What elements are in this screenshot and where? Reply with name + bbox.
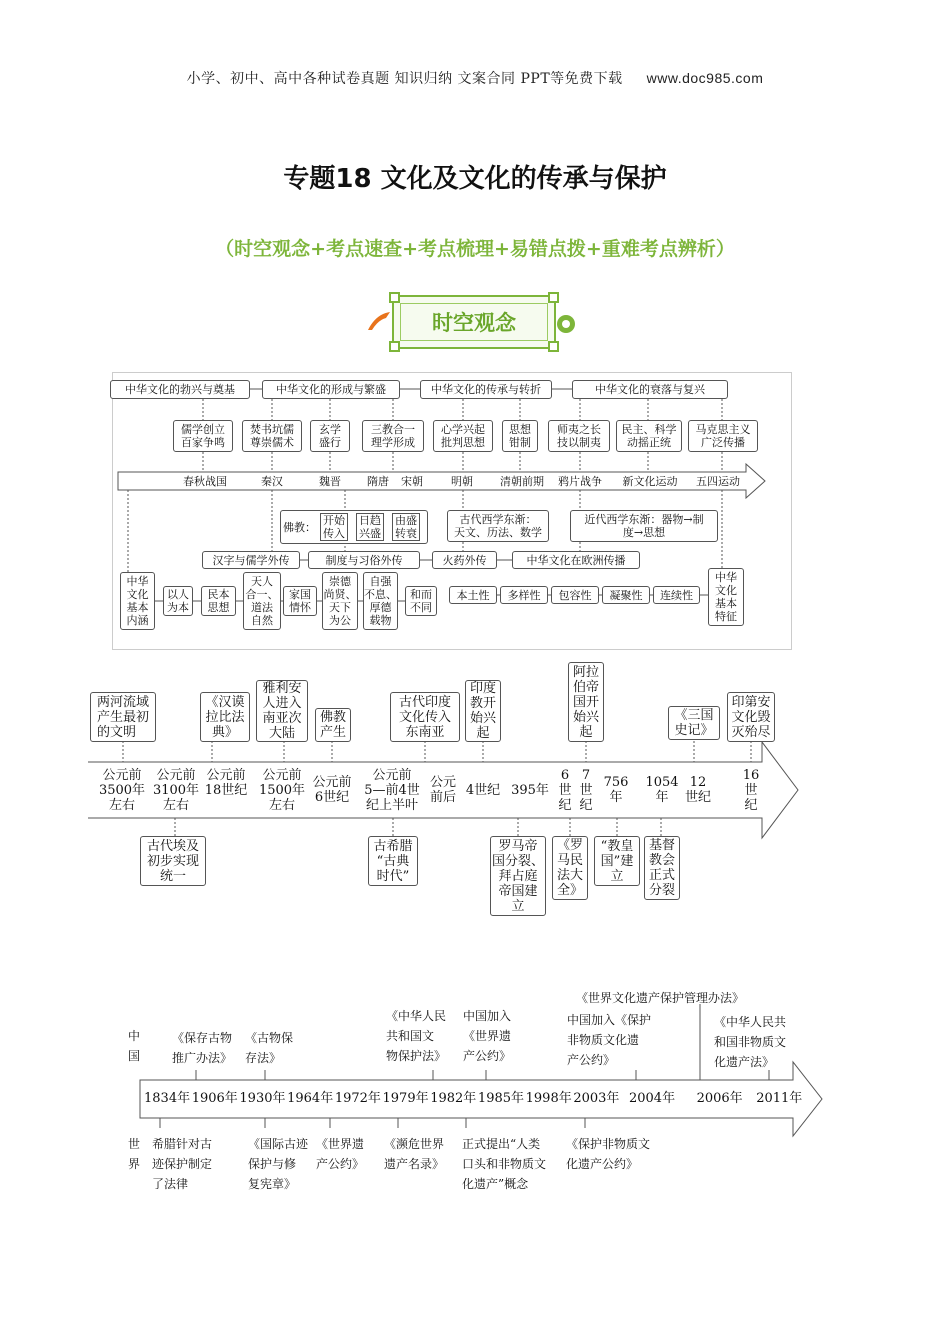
world-date: 6 世 纪 — [558, 768, 572, 813]
world-event-top: 印度 教开 始兴 起 — [465, 680, 501, 742]
world-event-bottom: 基督 教会 正式 分裂 — [644, 836, 680, 900]
heritage-year: 1834年 — [144, 1091, 191, 1106]
world-event-bottom: 《罗 马民 法大 全》 — [552, 836, 588, 900]
connotation-item: 和而 不同 — [405, 586, 437, 616]
world-date: 1054 年 — [645, 775, 679, 805]
heritage-year: 1972年 — [334, 1091, 381, 1106]
feature-item: 本土性 — [449, 586, 497, 604]
top-item: 民主、科学 动摇正统 — [616, 420, 682, 452]
period-label: 新文化运动 — [622, 475, 678, 488]
china-row-label: 中 国 — [128, 1029, 141, 1063]
world-date: 公元前 6世纪 — [312, 775, 352, 805]
world-date: 16 世 纪 — [742, 768, 760, 813]
exchange-box: 中华文化在欧洲传播 — [512, 551, 640, 569]
world-event-top: 阿拉 伯帝 国开 始兴 起 — [568, 662, 604, 742]
exchange-box: 汉字与儒学外传 — [202, 551, 300, 569]
top-item: 焚书坑儒 尊崇儒术 — [242, 420, 302, 452]
world-event-top: 《汉谟 拉比法 典》 — [200, 692, 250, 742]
world-event-top: 《三国 史记》 — [668, 706, 720, 740]
period-label: 清朝前期 — [500, 475, 544, 488]
world-date: 公元 前后 — [429, 775, 456, 805]
heritage-year: 1979年 — [382, 1091, 429, 1106]
world-date: 4世纪 — [465, 783, 501, 798]
world-event-bottom: “教皇 国”建 立 — [594, 836, 640, 886]
feature-item: 多样性 — [500, 586, 548, 604]
top-item: 思想 钳制 — [502, 420, 538, 452]
stage-box-3: 中华文化的传承与转折 — [420, 380, 552, 399]
world-event-top: 古代印度 文化传入 东南亚 — [390, 692, 460, 742]
stage-box-2: 中华文化的形成与繁盛 — [262, 380, 400, 399]
buddhism-step: 开始 传入 — [320, 513, 348, 541]
world-law: 《保护非物质文 化遗产公约》 — [566, 1137, 651, 1171]
heritage-year: 1964年 — [287, 1091, 334, 1106]
world-date: 7 世 纪 — [579, 768, 593, 813]
stage-box-1: 中华文化的勃兴与奠基 — [110, 380, 250, 399]
china-law: 《保存古物 推广办法》 — [172, 1031, 233, 1065]
china-law: 《中华人民共 和国非物质文 化遗产法》 — [714, 1015, 787, 1069]
world-date: 756 年 — [603, 775, 629, 805]
world-date: 公元前 5—前4世 纪上半叶 — [364, 768, 420, 813]
top-item: 玄学 盛行 — [310, 420, 350, 452]
china-law: 《世界文化遗产保护管理办法》 — [576, 991, 745, 1005]
connotation-item: 以人 为本 — [163, 586, 193, 616]
world-law: 正式提出“人类 口头和非物质文 化遗产”概念 — [462, 1137, 547, 1191]
heritage-year: 1982年 — [430, 1091, 477, 1106]
world-date: 公元前 18世纪 — [204, 768, 248, 798]
top-item: 师夷之长 技以制夷 — [548, 420, 610, 452]
feature-item: 包容性 — [551, 586, 599, 604]
heritage-year: 2003年 — [573, 1091, 620, 1106]
buddhism-step: 由盛 转衰 — [392, 513, 420, 541]
period-label: 鸦片战争 — [558, 475, 602, 488]
western-learning-ancient: 古代西学东渐： 天文、历法、数学 — [447, 510, 549, 542]
top-item: 三教合一 理学形成 — [362, 420, 424, 452]
connotation-item: 民本 思想 — [201, 586, 236, 616]
western-learning-modern: 近代西学东渐：器物→制 度→思想 — [570, 510, 718, 542]
connotation-item: 崇德 尚贤、 天下 为公 — [322, 572, 358, 630]
world-date: 公元前 3100年 左右 — [152, 768, 200, 813]
world-law: 《世界遗 产公约》 — [316, 1137, 365, 1171]
china-law: 中国加入 《世界遗 产公约》 — [463, 1009, 512, 1063]
world-law: 《濒危世界 遗产名录》 — [384, 1137, 445, 1171]
world-date: 公元前 1500年 左右 — [258, 768, 306, 813]
china-law: 《古物保 存法》 — [245, 1031, 294, 1065]
period-label: 明朝 — [451, 475, 473, 488]
connotation-item: 天人 合一、 道法 自然 — [243, 572, 281, 630]
feature-item: 连续性 — [653, 586, 700, 604]
heritage-year: 1930年 — [239, 1091, 286, 1106]
period-label: 魏晋 — [319, 475, 341, 488]
page-subtitle: （时空观念+考点速查+考点梳理+易错点拨+重难考点辨析） — [215, 238, 735, 260]
connotation-head: 中华 文化 基本 内涵 — [120, 572, 155, 630]
connotation-item: 自强 不息、 厚德 载物 — [363, 572, 398, 630]
china-law: 中国加入《保护 非物质文化遗 产公约》 — [567, 1013, 652, 1067]
page-title: 专题18 文化及文化的传承与保护 — [283, 164, 667, 194]
period-label: 隋唐 — [367, 475, 389, 488]
badge-label: 时空观念 — [400, 303, 548, 341]
world-event-top: 雅利安 人进入 南亚次 大陆 — [256, 680, 308, 742]
world-event-top: 两河流域 产生最初 的文明 — [90, 692, 156, 742]
top-item: 儒学创立 百家争鸣 — [173, 420, 233, 452]
buddhism-label: 佛教： — [283, 520, 316, 534]
world-law: 《国际古迹 保护与修 复宪章》 — [248, 1137, 309, 1191]
stage-box-4: 中华文化的衰落与复兴 — [572, 380, 728, 399]
heritage-year: 2006年 — [696, 1091, 743, 1106]
world-date: 395年 — [511, 783, 549, 798]
heritage-year: 1985年 — [477, 1091, 525, 1106]
period-label: 秦汉 — [261, 475, 283, 488]
heritage-year: 1906年 — [191, 1091, 238, 1106]
china-law: 《中华人民 共和国文 物保护法》 — [386, 1009, 447, 1063]
heritage-year: 1998年 — [525, 1091, 572, 1106]
world-event-bottom: 罗马帝 国分裂、 拜占庭 帝国建 立 — [490, 836, 546, 916]
world-event-bottom: 古代埃及 初步实现 统一 — [140, 836, 206, 886]
world-date: 公元前 3500年 左右 — [98, 768, 146, 813]
top-item: 心学兴起 批判思想 — [433, 420, 493, 452]
period-label: 春秋战国 — [183, 475, 227, 488]
world-event-top: 佛教 产生 — [315, 708, 351, 742]
world-event-bottom: 古希腊 “古典 时代” — [368, 836, 418, 886]
exchange-box: 火药外传 — [432, 551, 497, 569]
header-text: 小学、初中、高中各种试卷真题 知识归纳 文案合同 PPT等免费下载 — [186, 71, 623, 87]
header-site[interactable]: www.doc985.com — [646, 70, 764, 86]
connotation-item: 家国 情怀 — [283, 586, 317, 616]
world-row-label: 世 界 — [128, 1137, 141, 1171]
heritage-years — [144, 1090, 804, 1108]
exchange-box: 制度与习俗外传 — [308, 551, 420, 569]
top-item: 马克思主义 广泛传播 — [688, 420, 758, 452]
world-event-top: 印第安 文化毁 灭殆尽 — [727, 692, 775, 742]
world-date: 12 世纪 — [684, 775, 711, 805]
heritage-year: 2004年 — [628, 1091, 676, 1106]
world-law: 希腊针对古 迹保护制定 了法律 — [152, 1137, 213, 1191]
features-head: 中华 文化 基本 特征 — [708, 568, 744, 626]
heritage-year: 2011年 — [756, 1091, 803, 1106]
period-label: 五四运动 — [696, 475, 740, 488]
buddhism-step: 日趋 兴盛 — [356, 513, 384, 541]
feature-item: 凝聚性 — [602, 586, 650, 604]
period-label: 宋朝 — [401, 475, 423, 488]
